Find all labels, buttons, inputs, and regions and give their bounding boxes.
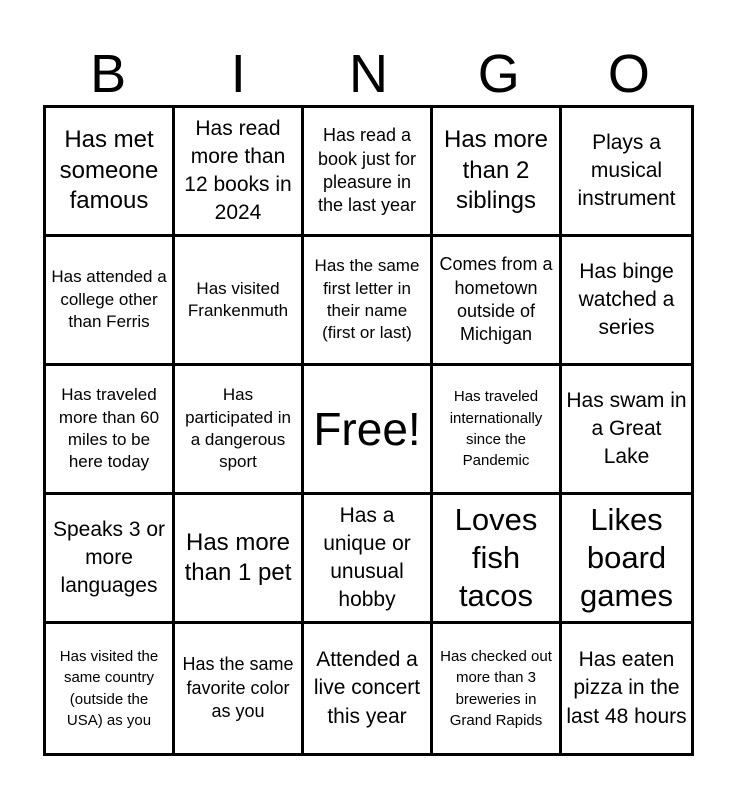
bingo-cell-text: Plays a musical instrument: [577, 130, 676, 211]
bingo-cell-text: Attended a live concert this year: [313, 648, 421, 728]
bingo-cell[interactable]: [46, 366, 175, 495]
bingo-cell-text: Has binge watched a series: [578, 259, 675, 340]
bingo-cell[interactable]: [175, 495, 304, 624]
free-space-label: Free!: [313, 402, 421, 455]
bingo-cell-text: Has visited Frankenmuth: [187, 278, 289, 320]
bingo-cell-text: Has checked out more than 3 breweries in Grand Rapids: [440, 647, 552, 729]
bingo-cell[interactable]: [562, 108, 691, 237]
bingo-cell-text: Has participated in a dangerous sport: [185, 385, 291, 472]
header-letter-b: B: [90, 44, 127, 104]
bingo-cell[interactable]: [562, 366, 691, 495]
bingo-cell-text: Has traveled internationally since the Pandemic: [449, 388, 543, 470]
header-letter-g: G: [477, 44, 520, 104]
free-space-cell[interactable]: [304, 366, 433, 495]
bingo-cell[interactable]: [562, 495, 691, 624]
bingo-cell-text: Has a unique or unusual hobby: [323, 503, 411, 612]
bingo-cell[interactable]: [46, 108, 175, 237]
bingo-cell[interactable]: [175, 366, 304, 495]
bingo-cell-text: Has eaten pizza in the last 48 hours: [566, 648, 687, 728]
bingo-cell-text: Comes from a hometown outside of Michigan: [439, 254, 553, 345]
bingo-cell-text: Has more than 1 pet: [184, 528, 292, 586]
bingo-cell-text: Speaks 3 or more languages: [52, 517, 166, 598]
bingo-cell-text: Has visited the same country (outside the USA) as you: [59, 647, 159, 729]
header-letter-i: I: [230, 44, 246, 104]
bingo-cell[interactable]: [175, 108, 304, 237]
bingo-card-grid: [43, 105, 694, 756]
bingo-cell-text: Loves fish tacos: [454, 502, 538, 613]
bingo-cell-text: Has the same first letter in their name (first or last): [314, 256, 420, 343]
bingo-cell[interactable]: [46, 624, 175, 753]
bingo-cell[interactable]: [433, 366, 562, 495]
bingo-cell[interactable]: [46, 237, 175, 366]
bingo-cell[interactable]: [175, 624, 304, 753]
bingo-cell-text: Has more than 2 siblings: [443, 126, 549, 215]
bingo-cell[interactable]: [175, 237, 304, 366]
bingo-cell[interactable]: [304, 495, 433, 624]
bingo-cell-text: Likes board games: [579, 502, 674, 613]
bingo-cell[interactable]: [562, 237, 691, 366]
bingo-cell[interactable]: [304, 108, 433, 237]
bingo-cell-text: Has read more than 12 books in 2024: [184, 116, 292, 225]
bingo-cell[interactable]: [304, 237, 433, 366]
bingo-cell[interactable]: [433, 495, 562, 624]
bingo-cell[interactable]: [46, 495, 175, 624]
bingo-cell-text: Has attended a college other than Ferris: [51, 267, 167, 332]
bingo-cell-text: Has swam in a Great Lake: [566, 388, 687, 469]
bingo-cell[interactable]: [433, 108, 562, 237]
header-letter-o: O: [607, 44, 650, 104]
bingo-header: [43, 44, 694, 104]
bingo-cell-text: Has the same favorite color as you: [182, 654, 294, 722]
bingo-cell[interactable]: [304, 624, 433, 753]
bingo-cell[interactable]: [433, 624, 562, 753]
bingo-cell[interactable]: [562, 624, 691, 753]
header-letter-n: N: [349, 44, 388, 104]
bingo-cell-text: Has met someone famous: [59, 126, 159, 215]
bingo-cell[interactable]: [433, 237, 562, 366]
bingo-cell-text: Has read a book just for pleasure in the last year: [317, 125, 417, 216]
bingo-cell-text: Has traveled more than 60 miles to be here today: [58, 385, 160, 472]
